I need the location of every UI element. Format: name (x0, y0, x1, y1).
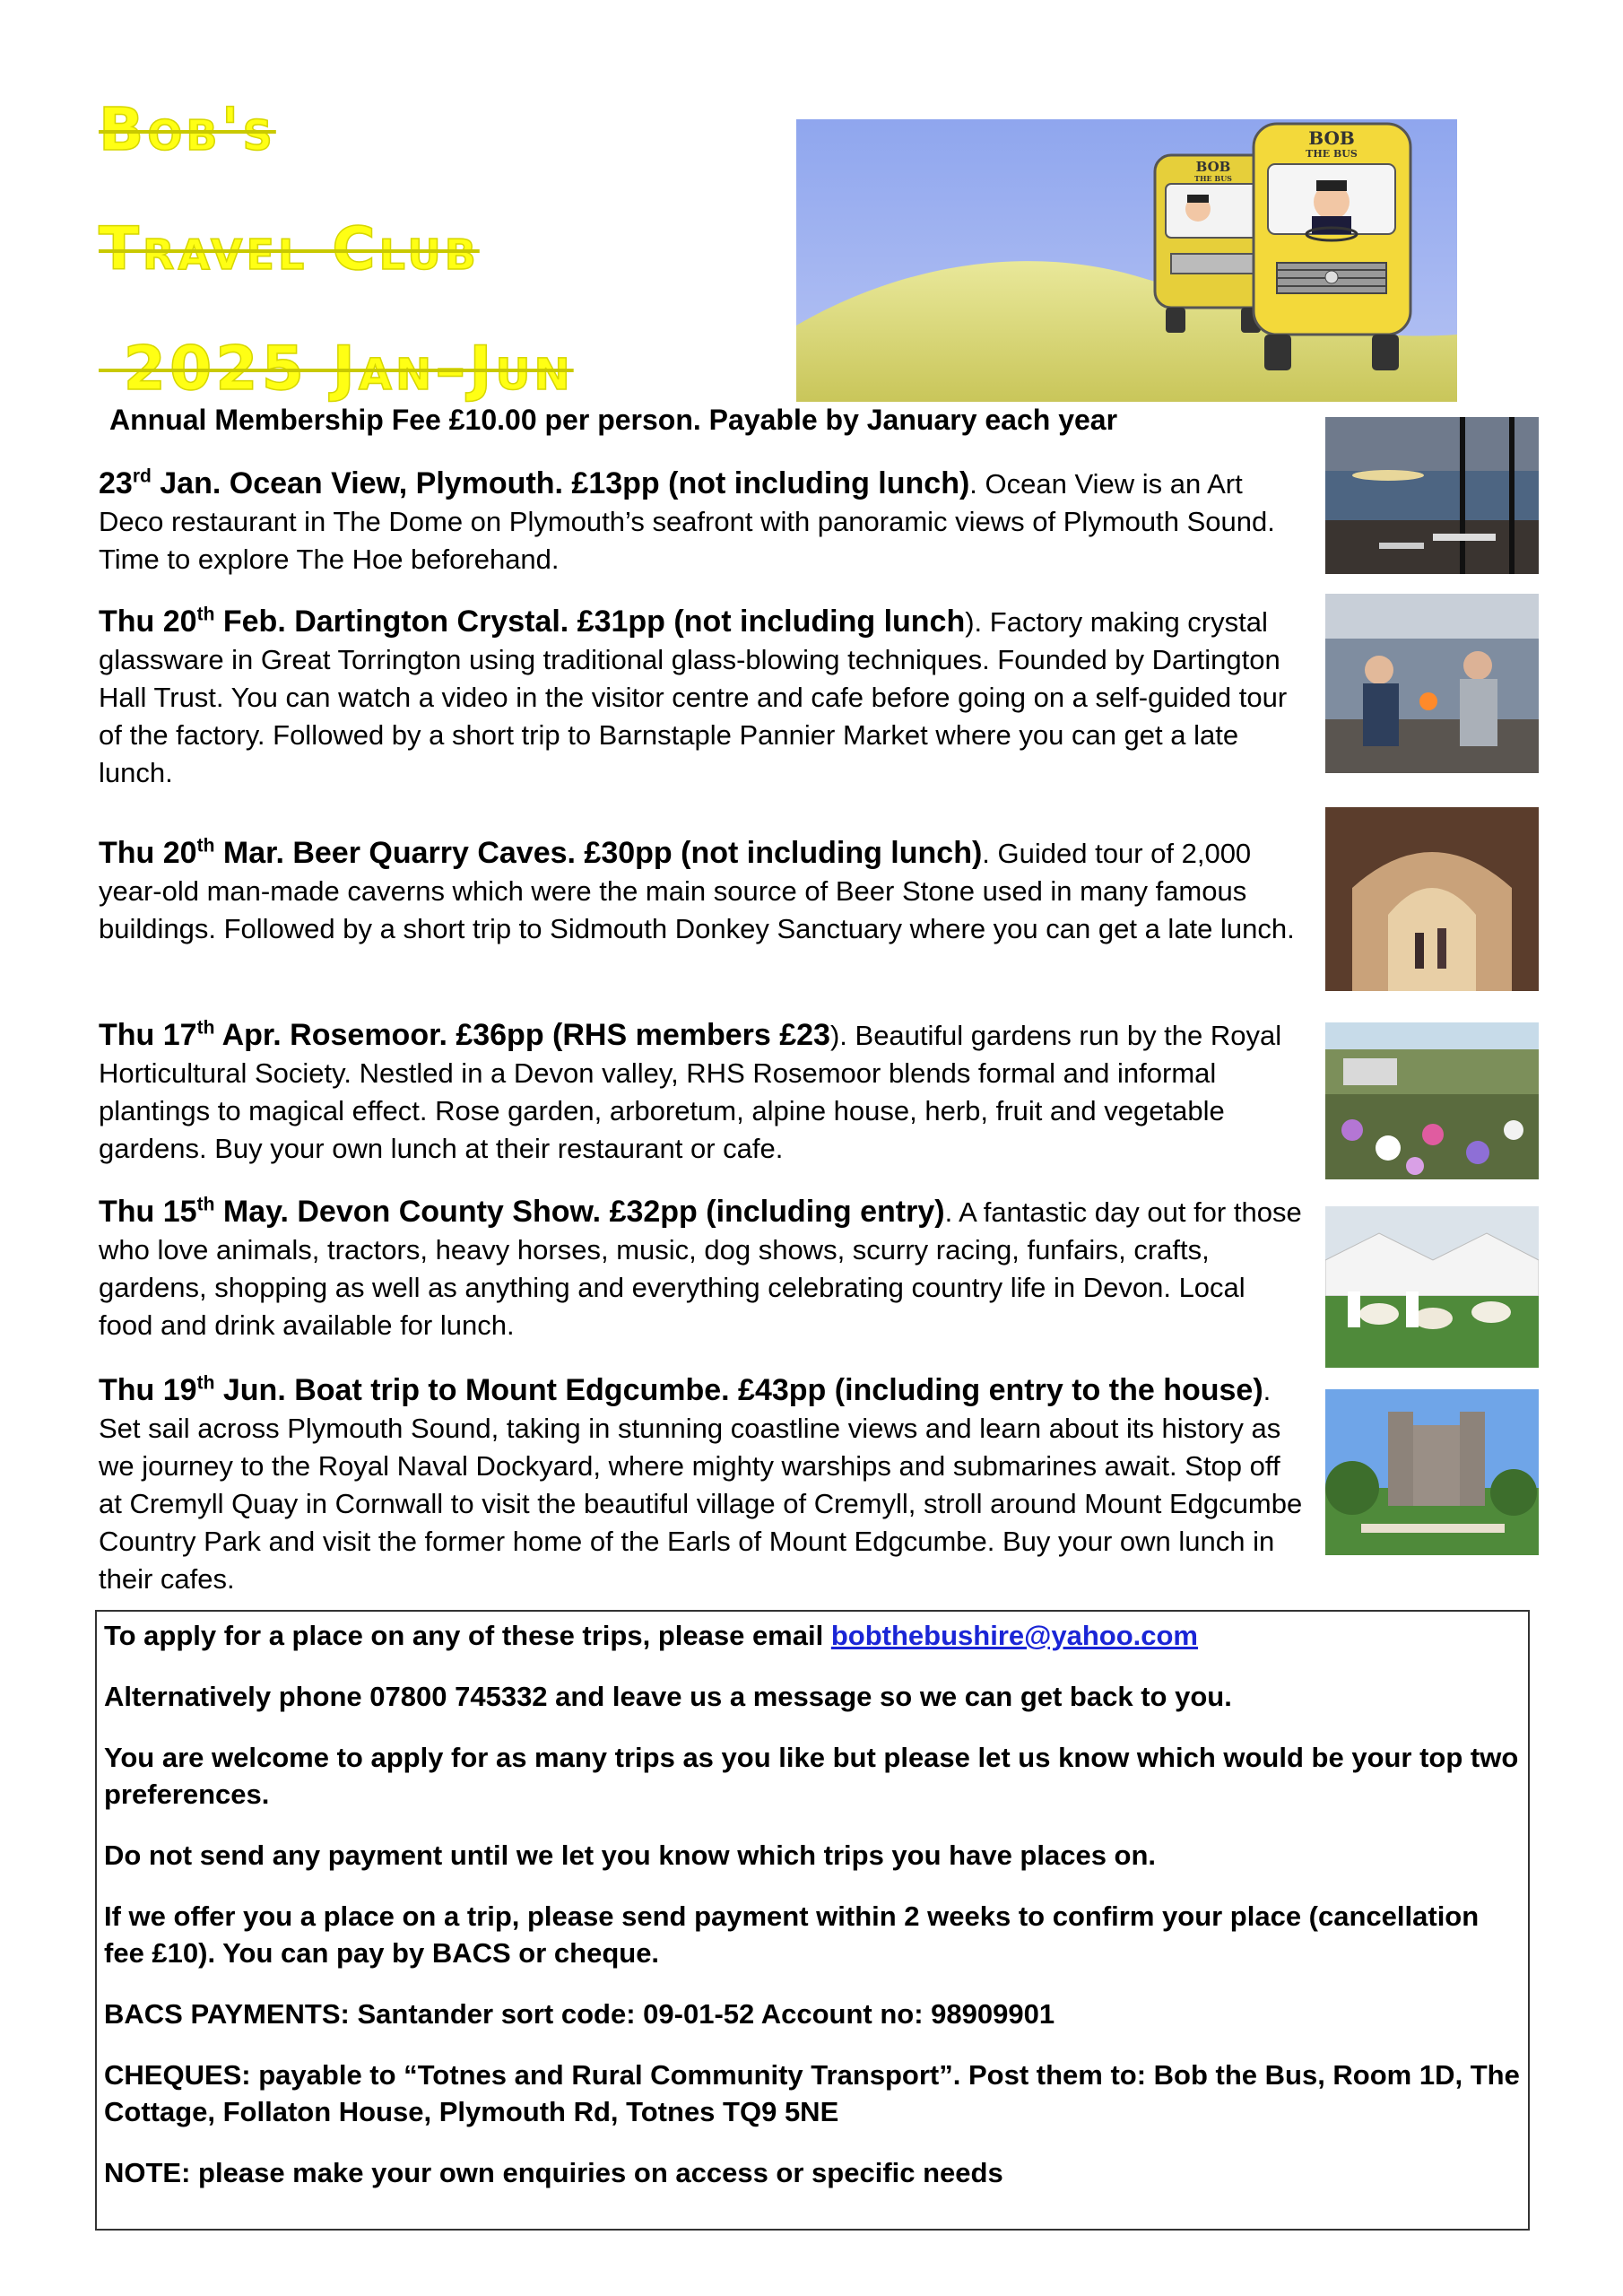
dartington-crystal-photo (1325, 594, 1539, 773)
apply-instructions: To apply for a place on any of these trips, please email bobthebushire@yahoo.com (104, 1620, 1198, 1651)
access-note: NOTE: please make your own enquiries on access or specific needs (104, 2157, 1003, 2188)
bob-the-bus-illustration (796, 119, 1457, 402)
devon-county-show-photo (1325, 1206, 1539, 1368)
booking-info-box (95, 1610, 1530, 2231)
title-line-1: Bob's (99, 95, 276, 164)
membership-fee: Annual Membership Fee £10.00 per person. Payable by January each year (109, 404, 1118, 436)
title-line-3: 2025 Jan–Jun (99, 334, 574, 404)
svg-text:THE BUS: THE BUS (1306, 148, 1358, 160)
rosemoor-photo (1325, 1022, 1539, 1179)
svg-text:THE BUS: THE BUS (1194, 174, 1232, 183)
bacs-info: BACS PAYMENTS: Santander sort code: 09-01-52 Account no: 98909901 (104, 1998, 1055, 2030)
ocean-view-photo (1325, 417, 1539, 574)
title-line-2: Travel Club (99, 214, 480, 283)
front-bus-icon (1254, 124, 1410, 370)
trip-item: Thu 20th Mar. Beer Quarry Caves. £30pp (not including lunch). Guided tour of 2,000 year-old man-made caverns which were the main source of Beer Stone used in many famous buildings. Followed by a short trip to Sidmouth Donkey Sanctuary where you can get a late lunch. (99, 835, 1295, 944)
beer-quarry-caves-photo (1325, 807, 1539, 991)
preferences-info: You are welcome to apply for as many trips as you like but please let us know which would be your top two preferences. (104, 1742, 1519, 1810)
cheques-info: CHEQUES: payable to “Totnes and Rural Community Transport”. Post them to: Bob the Bus, Room 1D, The Cottage, Follaton House, Plymouth Rd, Totnes TQ9 5NE (104, 2059, 1520, 2127)
no-payment-info: Do not send any payment until we let you know which trips you have places on. (104, 1839, 1157, 1871)
trip-item: Thu 17th Apr. Rosemoor. £36pp (RHS members £23). Beautiful gardens run by the Royal Horticultural Society. Nestled in a Devon valley, RHS Rosemoor blends formal and informal plantings to magical effect. Rose garden, arboretum, alpine house, herb, fruit and vegetable gardens. Buy your own lunch at their restaurant or cafe. (99, 1017, 1282, 1164)
payment-offer-info: If we offer you a place on a trip, please send payment within 2 weeks to confirm your place (cancellation fee £10). You can pay by BACS or cheque. (104, 1900, 1480, 1969)
email-link[interactable]: bobthebushire@yahoo.com (830, 1620, 1198, 1651)
trip-item: Thu 15th May. Devon County Show. £32pp (including entry). A fantastic day out for those who love animals, tractors, heavy horses, music, dog shows, scurry racing, funfairs, crafts, gardens, shopping as well as anything and everything celebrating country life in Devon. Local food and drink available for lunch. (99, 1194, 1302, 1341)
svg-text:BOB: BOB (1195, 159, 1231, 175)
trip-item: Thu 20th Feb. Dartington Crystal. £31pp (not including lunch). Factory making crystal glassware in Great Torrington using traditional glass-blowing techniques. Founded by Dartington Hall Trust. You can watch a video in the visitor centre and cafe before going on a self-guided tour of the factory. Followed by a short trip to Barnstaple Pannier Market where you can get a late lunch. (99, 604, 1288, 788)
trip-item: Thu 19th Jun. Boat trip to Mount Edgcumbe. £43pp (including entry to the house). Set sail across Plymouth Sound, taking in stunning coastline views and learn about its history as we journey to the Royal Naval Dockyard, where mighty warships and submarines await. Stop off at Cremyll Quay in Cornwall to visit the beautiful village of Cremyll, stroll around Mount Edgcumbe Country Park and visit the former home of the Earls of Mount Edgcumbe. Buy your own lunch in their cafes. (99, 1372, 1303, 1595)
trip-item: 23rd Jan. Ocean View, Plymouth. £13pp (not including lunch). Ocean View is an Art Deco restaurant in The Dome on Plymouth’s seafront with panoramic views of Plymouth Sound. Time to explore The Hoe beforehand. (99, 465, 1275, 575)
mount-edgcumbe-photo (1325, 1389, 1539, 1555)
phone-info: Alternatively phone 07800 745332 and leave us a message so we can get back to you. (104, 1681, 1232, 1712)
svg-text:BOB: BOB (1308, 127, 1355, 149)
